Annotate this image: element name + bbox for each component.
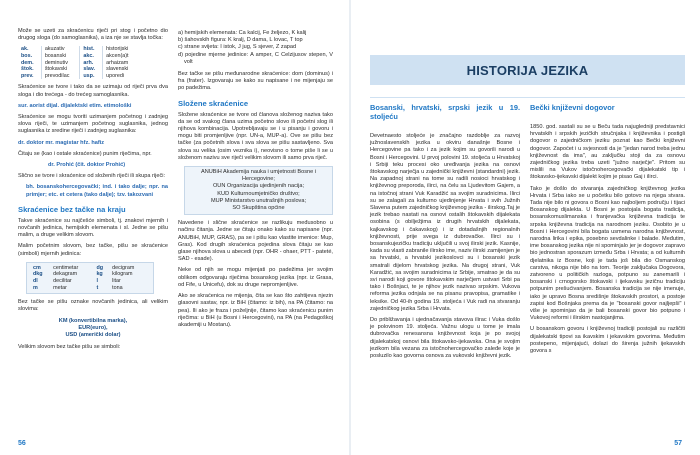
page-number-left: 56 [18, 440, 26, 447]
meaning-cell: deminutiv [41, 60, 80, 67]
abbreviation-cell: dem. [18, 60, 41, 67]
meaning-cell: kilogram [112, 271, 133, 278]
currency-list [18, 318, 168, 340]
meaning-cell: štokavski [41, 66, 80, 73]
abbreviation-cell: dl [33, 278, 38, 285]
paragraph: Tako je došlo do stvaranja zajedničkog književnog jezika Hrvata i Srba iako se u početku bilo gotovo na njega stvara. Tada nije bilo ni govora o Bosni kao najboljem području i tijaci Bosanskog dijalekta. U Bosni je postojala bogata tradicija, bosanskomuslimanska i franjevačka književna tradicija te srpska književna tradicija na narodnom jeziku. Osobito je u Bosni i Hercegovini bila bogata usmena narodna književnost, narodna lirika i epika, posebno sevdalinke i balade. Međutim, ime bosanskog jezika nije ni spominjalo jer je dogovor zapravo bio jednostran sporazum između Srba i Hrvata; a od kulturnih djelatnika iz Bosne, koji je tada još bila dio Osmanskog carstva, nikoga nije bilo na tom. Teorije zaključaka Dogovora, zatvoreno u političkih razloga, potpuno su zanemarili i bosanski i crnogorsko štokavski i ijekavsku jezičnu tradiciju potpunim prešućivanjem. Bosanska tradicija se nije imenuje, iako je upravo Bosna središnje štokavskih prostori, a postoje zapisi kod Bošnjaka prema da je "bosanski govor najljepši" i više je spominjao da je bali bosanski govor bio potpuno i Vukovoj reformi i ilirskim nastojanjima. [530, 185, 685, 322]
table-row [31, 265, 149, 272]
meaning-cell: bosanski [41, 53, 80, 60]
left-column-a [18, 28, 168, 355]
meaning-cell: metar [53, 284, 67, 291]
box-item: SO Skupština općine [232, 205, 285, 212]
paragraph: Bez tačke se pišu međunarodne skraćenice: dom (dominus) i fra (frater). Izgovaraju se kako su napisane i ne mijenjaju se po padežima. [178, 71, 333, 92]
box-item: OUN Organizacija ujedinjenih nacija; [212, 183, 305, 190]
right-column-a [370, 103, 520, 364]
paragraph: Složene skraćenice se tvore od članova složenog naziva tako da se od svakog člana uzima početno slovo ili početni slog ili njihova kombinacija. Upotrebljavaju se i u pisanju i govoru i mogu biti promjenljive (npr. UN-a, MUP-a). Ove se pišu bez tačke (za početnih slova i sva slova se pišu sastavljeno. Sva slova su velika (osim veznika i), neovisno o tome piše li se u složenom nazivu sve riječi velikim slovom ili samo prva riječ. [178, 111, 333, 161]
compound-abbreviation-box [184, 166, 333, 215]
section-heading: Skraćenice bez tačke na kraju [18, 204, 126, 214]
meaning-cell: slavenski [106, 66, 129, 73]
abbreviation-cell: hist. [80, 46, 103, 53]
chapter-title: HISTORIJA JEZIKA [466, 62, 589, 78]
list-item: c) strane svijeta: I istok, J jug, S sjever, Z zapad [178, 44, 297, 51]
paragraph: Skraćenice se tvore i tako da se uzimaju od riječi prva dva sloga i dio trećega - do trećeg samoglasnika. [18, 84, 168, 98]
section-heading: Složene skraćenice [178, 98, 249, 108]
right-column-b [530, 103, 685, 359]
units-box [26, 262, 154, 294]
meaning-cell: akcen(a)t [106, 53, 129, 59]
table-row [31, 285, 149, 292]
abbreviation-cell: t [96, 284, 99, 291]
example-line: bh. bosanskohercegovački; ind. i tako dalje; npr. na primjer; etc. et cetera (tako dalje); tzv. takozvani [26, 184, 168, 198]
example-line: dr. Prohić (čit. doktor Prohić) [48, 162, 126, 168]
table-row [18, 60, 138, 67]
paragraph: Skraćenice se mogu tvoriti uzimanjem početnog i zadnjeg slova riječi, te uzimanjem početnog suglasnika, jednog suglasnika iz sredine riječi i zadnjeg suglasnika: [18, 113, 168, 135]
abbreviation-cell: bos. [18, 53, 41, 60]
currency-item: EUR(euro), [78, 324, 108, 331]
paragraph: Navedene i slične skraćenice se razlikuju međusobno u načinu čitanja. Jedne se čitaju onako kako su napisane (npr. ANUBiH, MUP, GRAS), pa se i pišu kao vlastite imenice: Mup, Gras). Kod drugih skraćenica pojedina slova čitaju se kao glase njihova slova u abecedi (npr. OHR - ohaer, PTT - pateté, SAD - esade). [178, 220, 333, 263]
meaning-cell: arhaizam [106, 59, 129, 66]
divider [370, 97, 685, 98]
abbreviation-cell: štok. [18, 66, 41, 73]
currency-item: USD (američki dolar) [65, 332, 121, 339]
meaning-cell: akuzativ [41, 46, 80, 53]
table-row [18, 53, 138, 60]
abbreviation-cell: ak. [18, 46, 41, 53]
paragraph: Neke od njih se mogu mijenjati po padežima jer svojim oblikom odgovaraju riječima bosanskog jezika (npr. iz Grasa, od Fife, u Unicefu), dok su druge nepromjenljive. [178, 267, 333, 288]
abbreviation-cell: usp. [80, 73, 103, 80]
box-item: ANUBiH Akademija nauka i umjetnosti Bosne i Hercegovine; [200, 169, 317, 183]
meaning-cell: uporedi [106, 72, 125, 79]
abbreviation-cell: kg [96, 271, 103, 278]
table-row [31, 278, 149, 285]
paragraph: Takve skraćenice su najčešće simboli, tj. znakovi mjernih i novčanih jedinica, hemijskih elemenata i sl. Jedne se pišu malim, a druge velikim slovom. [18, 217, 168, 239]
table-row [18, 66, 138, 73]
abbreviation-cell: l [96, 278, 98, 285]
abbreviation-cell: prev. [18, 73, 41, 80]
abbreviation-cell: akc. [80, 53, 103, 60]
meaning-cell: decigram [112, 264, 135, 271]
list-item: b) šahovskih figura: K kralj, D dama, L lovac, T top [178, 37, 303, 44]
paragraph: U bosanskom govoru i književnoj tradiciji postojali su različiti dijalekatski tipovi sa ikavskim i jekavskim govorima. Međutim postepeno, mijenjajući, dolazi do širenja južnih ijekavskih govora s [530, 326, 685, 355]
example-line: dr. doktor mr. magistar hfz. hafiz [18, 139, 105, 146]
paragraph: Ako se skraćenica ne mijenja, čita se kao što zahtijeva njezin glasovni sastav, npr. iz BiH (čitamo: iz bih), na PA (čitamo: na pea). Ili ako je fraza i poželjnije, čitamo kao skraćenicu punim riječima: u BiH (u Bosni i Hercegovini), na PA (na Pedagoškoj akademiji u Mostaru). [178, 293, 333, 328]
abbreviation-cell: dkg [33, 271, 43, 278]
paragraph: 1850. god. sastali su se u Beču tada najugledniji predstavnici hrvatskih i srpskih jezičkih stručnjaka i književnika i postigli dogovor o zajedničkom jeziku poznat kao Bečki književni dogovor. Zapoćet i u svjesnosti da je "jedan narod treba jednu književnost da ima", au zaključku stoji da za osnovu zajedničkog jezika treba uzeti "južno narječje". Pritom su mislili na Vukov istočnohercegovački dijalekatski tip i štokavsko-ijekavski dijalekt kojim je pisao Gaj i ilirci. [530, 124, 685, 181]
meaning-cell: decilitar [53, 278, 72, 285]
abbreviation-cell: cm [33, 264, 41, 271]
abbreviation-cell: arh. [80, 60, 103, 67]
section-heading: Bosanski, hrvatski, srpski jezik u 19. stoljeću [370, 103, 520, 121]
box-item: MUP Ministarstvo unutrašnjih poslova; [210, 197, 307, 204]
chapter-banner [370, 55, 685, 85]
meaning-cell: litar [112, 278, 121, 285]
paragraph: Malim početnim slovom, bez tačke, pišu se skraćenice (simboli) mjernih jedinica: [18, 243, 168, 257]
paragraph: Bez tačke se pišu oznake novčanih jedinica, ali velikim slovima: [18, 299, 168, 313]
table-row [18, 73, 138, 80]
paragraph: Čitaju se (kao i ostale skraćenice) punim riječima, npr. [18, 150, 152, 157]
table-row [31, 271, 149, 278]
meaning-cell: tona [112, 284, 123, 291]
meaning-cell: historijski [106, 46, 129, 53]
abbreviation-cell: m [33, 284, 38, 291]
symbol-list [178, 30, 333, 66]
abbreviation-cell: dg [96, 264, 104, 271]
list-item: d) pojedine mjerne jedinice: A amper, C Celzijusov stepen, V volt [178, 51, 333, 65]
left-column-b [178, 28, 333, 333]
table-row [18, 46, 138, 53]
paragraph: Do približavanja i ujednačavanja stavova ilirac i Vuka došlo je polovinom 19. stoljeća. Važnu ulogu u tome je imala dubrovačka renesansna književnost koja je po svojoj dijalekatskoj osnovi bila štokavsko-ijekavska. Ona je svojim jezikom bila vezana za istočnohercegovačko zaleđe koje je posluzilo kao govorna osnova za vukovski književni jezik. [370, 317, 520, 360]
list-item: a) hemijskih elemenata: Ca kalcij, Fe željezo, K kalij [178, 30, 307, 36]
meaning-cell: centimetar [53, 264, 79, 271]
intro-paragraph: Može se uzeti za skraćenicu riječi pri stog i početno dio drugog sloga (do samoglasnika), a iza nje se stavlja točka: [18, 28, 168, 42]
section-heading: Bečki književni dogovor [530, 103, 615, 112]
paragraph: Devetnaesto stoljeće je značajno razdoblje za razvoj južnoslavenskih jezika u okviru današnje Bosne i Hercegovine pa tako i za jezik kojim su govorili narodi u Bosni i Hercegovini. U prvoj polovini 19. stoljeća u Hrvatskoj i Srbiji teku procesi oko uređivanja jezika na osnovi štokavskog narječja u zajednički književni (standardni) jezik. Na zapadnoj strani na tome su radili nosioci hrvatskog i književnog preporoda, ilirci, na čelu sa Ljudevitom Gajem, a na istočnoj strani Vuk Karadžić sa svojim suradnicima. Ilirci su se zalagali za kulturno ujedinjenje Hrvata i svih Južnih Slavena putem zajedničkog književnog jezika - ilirskog.Taj je jezik trebao nastati na osnovi ostalih štokavskih dijalekata osobina (s obilježjima iz drugih hrvatskih dijalekata, kajkavskog i čakavskog) i iz dotadašnjih regionalnih književnosti, prije svega iz dubrovačke. Ilirci su i bosanskujezičku tradiciju uključili u svoj ilirski jezik. Kasnije, kada su vlasti zabranile ilirsko ime, naziv ilirski zamijenjen je sa hrvatski, a hrvatski jezikoslovci su i bosanski jezik smatrali dijelom hrvatskog jezika. Na drugoj strani, Vuk Karadžić, sa svojim suradnicima iz Srbije, smatrao je da su svi narodi koji govore štokavskim narječjem ustvari Srbi pa tako i Bošnjaci, te je njihov jezik nazivao srpskim. Vukova reforma jezika odnjala se na pisanu pravopisa, gramatike i leksike. Od 40-ih godina 19. stoljeća i Vuk radi na stvaranju zajedničkog jezika Srba i Hrvata. [370, 133, 520, 312]
currency-item: KM (konvertibilna marka), [58, 317, 128, 324]
paragraph: Velikim slovom bez tačke pišu se simboli: [18, 344, 121, 351]
meaning-cell: dekagram [53, 271, 78, 278]
abbreviation-table [18, 46, 138, 79]
page-number-right: 57 [674, 440, 682, 447]
box-item: KUD Kulturnoumjetničko društvo; [217, 190, 300, 197]
paragraph: Slično se tvore i skraćenice od složenih riječi ili skupa riječi: [18, 173, 166, 180]
abbreviation-cell: slav. [80, 66, 103, 73]
meaning-cell: prevodilac [41, 73, 80, 80]
example-line: sur. aorist dijal. dijalektski etim. etimološki [18, 102, 132, 109]
